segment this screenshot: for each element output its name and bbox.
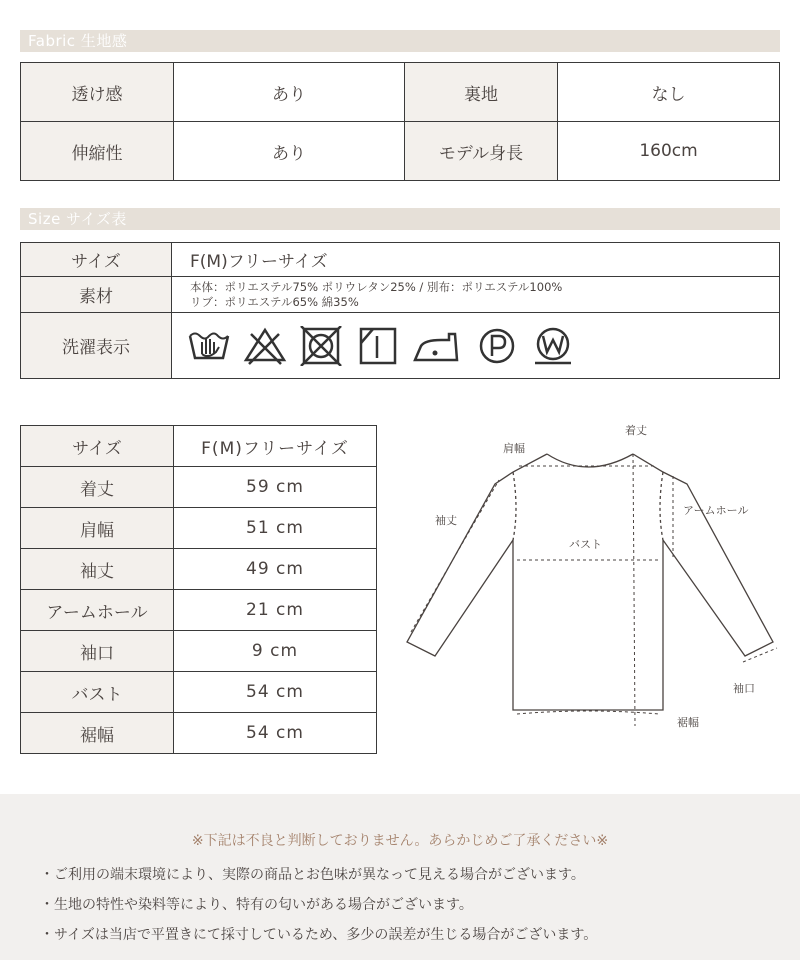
fabric-value-stretch: あり: [174, 122, 405, 181]
meas-value: 59 cm: [174, 467, 377, 508]
fabric-section-header: Fabric 生地感: [20, 30, 780, 52]
size-section-header: Size サイズ表: [20, 208, 780, 230]
fabric-value-transparency: あり: [174, 63, 405, 122]
meas-label: 袖口: [21, 631, 174, 672]
material-line-2: リブ：ポリエステル65% 綿35%: [190, 294, 359, 309]
size-value: F(M)フリーサイズ: [172, 243, 780, 277]
meas-label: アームホール: [21, 590, 174, 631]
measurements-table: [20, 425, 377, 754]
diagram-shoulder-label: 肩幅: [503, 442, 525, 455]
care-icons-cell: [172, 313, 780, 379]
garment-measurement-diagram: [395, 410, 795, 740]
diagram-sleeve-label: 袖丈: [435, 514, 457, 527]
meas-value: 49 cm: [174, 549, 377, 590]
notes-panel: [0, 794, 800, 960]
fabric-label-lining: 裏地: [405, 63, 558, 122]
no-bleach-icon: [243, 326, 287, 366]
dry-clean-p-icon: [475, 326, 519, 366]
notes-list: [40, 860, 597, 950]
meas-label: 着丈: [21, 467, 174, 508]
fabric-table: [20, 62, 780, 181]
notes-title: ※下記は不良と判断しておりません。あらかじめご了承ください※: [191, 833, 609, 849]
meas-value: 51 cm: [174, 508, 377, 549]
meas-value: 54 cm: [174, 672, 377, 713]
meas-label: 肩幅: [21, 508, 174, 549]
meas-header-label: サイズ: [21, 426, 174, 467]
meas-label: 裾幅: [21, 713, 174, 754]
meas-value: 21 cm: [174, 590, 377, 631]
diagram-length-label: 着丈: [625, 424, 647, 437]
meas-value: 9 cm: [174, 631, 377, 672]
fabric-value-lining: なし: [558, 63, 780, 122]
iron-low-icon: [411, 326, 463, 366]
measure-lines: [411, 454, 777, 726]
material-value: [172, 277, 780, 313]
diagram-armhole-label: アームホール: [683, 504, 749, 517]
length-line: [633, 454, 635, 726]
meas-label: 袖丈: [21, 549, 174, 590]
note-item: ・ご利用の端末環境により、実際の商品とお色味が異なって見える場合がございます。: [40, 867, 585, 883]
drip-dry-shade-icon: [355, 326, 399, 366]
hem-line: [517, 711, 659, 714]
no-tumble-dry-icon: [299, 326, 343, 366]
note-item: ・サイズは当店で平置きにて採寸しているため、多少の誤差が生じる場合がございます。: [40, 927, 598, 943]
size-label: サイズ: [21, 243, 172, 277]
shirt-outline: [407, 454, 773, 710]
meas-label: バスト: [21, 672, 174, 713]
size-info-table: [20, 242, 780, 379]
diagram-cuff-label: 袖口: [733, 682, 755, 695]
fabric-value-model-height: 160cm: [558, 122, 780, 181]
material-label: 素材: [21, 277, 172, 313]
meas-value: 54 cm: [174, 713, 377, 754]
care-label: 洗濯表示: [21, 313, 172, 379]
diagram-hem-label: 裾幅: [677, 716, 699, 729]
meas-header-value: F(M)フリーサイズ: [174, 426, 377, 467]
diagram-bust-label: バスト: [569, 538, 602, 551]
note-item: ・生地の特性や染料等により、特有の匂いがある場合がございます。: [40, 897, 473, 913]
wet-clean-w-icon: [531, 326, 575, 366]
fabric-label-stretch: 伸縮性: [21, 122, 174, 181]
hand-wash-icon: [187, 326, 231, 366]
fabric-label-model-height: モデル身長: [405, 122, 558, 181]
fabric-label-transparency: 透け感: [21, 63, 174, 122]
material-line-1: 本体：ポリエステル75% ポリウレタン25% / 別布：ポリエステル100%: [190, 279, 563, 294]
